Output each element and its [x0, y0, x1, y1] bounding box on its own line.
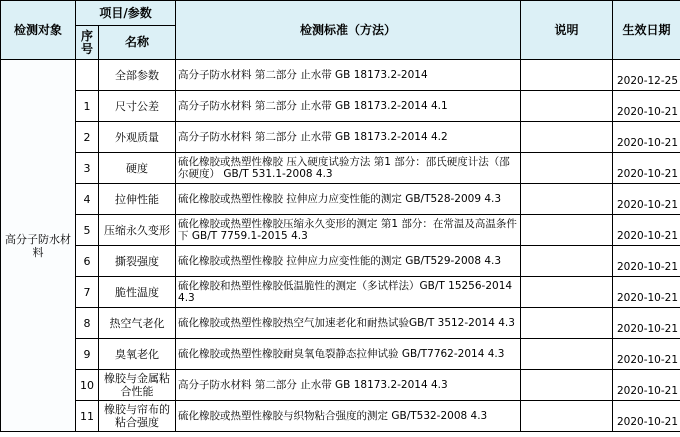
note-cell: [521, 339, 613, 370]
param-name-cell: 外观质量: [99, 122, 176, 153]
standard-cell: 高分子防水材料 第二部分 止水带 GB 18173.2-2014 4.3: [176, 370, 521, 401]
date-cell: 2020-10-21: [613, 277, 680, 308]
seq-cell: 1: [76, 91, 99, 122]
note-cell: [521, 277, 613, 308]
param-name-cell: 尺寸公差: [99, 91, 176, 122]
table-row: [1, 184, 680, 215]
note-cell: [521, 246, 613, 277]
note-cell: [521, 153, 613, 184]
standard-cell: 硫化橡胶和热塑性橡胶低温脆性的测定（多试样法）GB/T 15256-2014 4.3: [176, 277, 521, 308]
standard-cell: 硫化橡胶或热塑性橡胶 拉伸应力应变性能的测定 GB/T529-2008 4.3: [176, 246, 521, 277]
date-cell: 2020-10-21: [613, 91, 680, 122]
standard-cell: 高分子防水材料 第二部分 止水带 GB 18173.2-2014 4.1: [176, 91, 521, 122]
date-cell: 2020-10-21: [613, 308, 680, 339]
date-cell: 2020-10-21: [613, 153, 680, 184]
table-row: [1, 277, 680, 308]
seq-cell: 3: [76, 153, 99, 184]
header-item-param: 项目/参数: [76, 1, 176, 26]
param-name-cell: 撕裂强度: [99, 246, 176, 277]
header-seq: 序号: [76, 26, 99, 60]
seq-cell: 4: [76, 184, 99, 215]
date-cell: 2020-10-21: [613, 184, 680, 215]
table-row: [1, 308, 680, 339]
param-name-cell: 橡胶与金属粘合性能: [99, 370, 176, 401]
table-row: [1, 339, 680, 370]
table-row: [1, 215, 680, 246]
date-cell: 2020-10-21: [613, 215, 680, 246]
standard-cell: 硫化橡胶或热塑性橡胶与织物粘合强度的测定 GB/T532-2008 4.3: [176, 401, 521, 432]
param-name-cell: 硬度: [99, 153, 176, 184]
table-row: [1, 122, 680, 153]
seq-cell: 5: [76, 215, 99, 246]
seq-cell: 10: [76, 370, 99, 401]
standard-cell: 高分子防水材料 第二部分 止水带 GB 18173.2-2014: [176, 60, 521, 91]
seq-cell: 7: [76, 277, 99, 308]
standard-cell: 硫化橡胶或热塑性橡胶耐臭氧龟裂静态拉伸试验 GB/T7762-2014 4.3: [176, 339, 521, 370]
seq-cell: 11: [76, 401, 99, 432]
test-object-cell: 高分子防水材料: [1, 60, 76, 432]
table-row: [1, 401, 680, 432]
date-cell: 2020-10-21: [613, 401, 680, 432]
table-row: [1, 60, 680, 91]
standard-cell: 高分子防水材料 第二部分 止水带 GB 18173.2-2014 4.2: [176, 122, 521, 153]
note-cell: [521, 370, 613, 401]
seq-cell: [76, 60, 99, 91]
standard-cell: 硫化橡胶或热塑性橡胶 拉伸应力应变性能的测定 GB/T528-2009 4.3: [176, 184, 521, 215]
standard-cell: 硫化橡胶或热塑性橡胶压缩永久变形的测定 第1 部分：在常温及高温条件下 GB/T 7759.1-2015 4.3: [176, 215, 521, 246]
param-name-cell: 臭氧老化: [99, 339, 176, 370]
header-date: 生效日期: [613, 1, 680, 60]
note-cell: [521, 215, 613, 246]
header-object: 检测对象: [1, 1, 76, 60]
header-name: 名称: [99, 26, 176, 60]
param-name-cell: 全部参数: [99, 60, 176, 91]
seq-cell: 9: [76, 339, 99, 370]
standard-cell: 硫化橡胶或热塑性橡胶热空气加速老化和耐热试验GB/T 3512-2014 4.3: [176, 308, 521, 339]
param-name-cell: 拉伸性能: [99, 184, 176, 215]
note-cell: [521, 308, 613, 339]
param-name-cell: 压缩永久变形: [99, 215, 176, 246]
note-cell: [521, 91, 613, 122]
note-cell: [521, 184, 613, 215]
seq-cell: 2: [76, 122, 99, 153]
seq-cell: 8: [76, 308, 99, 339]
seq-cell: 6: [76, 246, 99, 277]
table-row: [1, 246, 680, 277]
param-name-cell: 脆性温度: [99, 277, 176, 308]
date-cell: 2020-10-21: [613, 246, 680, 277]
date-cell: 2020-10-21: [613, 370, 680, 401]
note-cell: [521, 60, 613, 91]
date-cell: 2020-10-21: [613, 122, 680, 153]
table-row: [1, 370, 680, 401]
header-note: 说明: [521, 1, 613, 60]
date-cell: 2020-12-25: [613, 60, 680, 91]
header-standard: 检测标准（方法）: [176, 1, 521, 60]
note-cell: [521, 401, 613, 432]
date-cell: 2020-10-21: [613, 339, 680, 370]
param-name-cell: 热空气老化: [99, 308, 176, 339]
note-cell: [521, 122, 613, 153]
table-row: [1, 91, 680, 122]
param-name-cell: 橡胶与帘布的粘合强度: [99, 401, 176, 432]
table-row: [1, 153, 680, 184]
standard-cell: 硫化橡胶或热塑性橡胶 压入硬度试验方法 第1 部分：邵氏硬度计法（邵尔硬度） GB/T 531.1-2008 4.3: [176, 153, 521, 184]
